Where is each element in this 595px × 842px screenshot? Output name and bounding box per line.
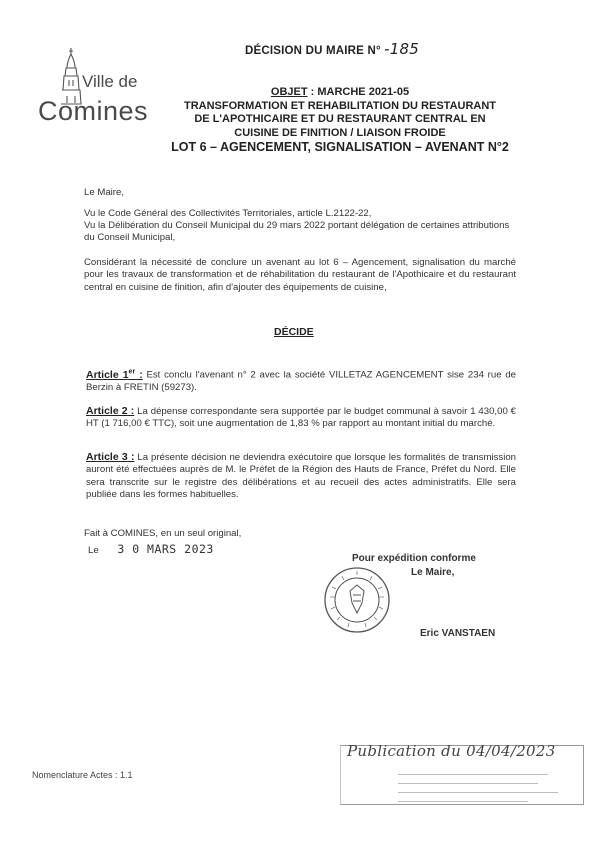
article-3 xyxy=(86,451,516,502)
article-3-text: La présente décision ne deviendra exécutoire que lorsque les formalités de transmission auront été effectuées auprès de M. le Préfet de la Région des Hauts de France, Préfet du Nord. Elle sera transcrite sur le registre des délibérations et au recueil des actes administratifs. Elle sera publiée dans les formes habituelles. xyxy=(86,452,516,501)
objet-line-2: DE L'APOTHICAIRE ET DU RESTAURANT CENTRAL EN xyxy=(194,113,486,125)
date-line xyxy=(88,543,214,557)
decision-number: -185 xyxy=(384,40,419,58)
objet-marche: : MARCHE 2021-05 xyxy=(307,86,410,98)
mayor-name: Eric VANSTAEN xyxy=(420,628,496,639)
nomenclature-actes: Nomenclature Actes : 1.1 xyxy=(32,770,133,780)
le-label: Le xyxy=(88,545,99,556)
objet-block xyxy=(160,86,520,155)
article-2-label: Article 2 : xyxy=(86,405,135,417)
decision-label: DÉCISION DU MAIRE N° xyxy=(245,45,381,57)
logo-comines: Comines xyxy=(38,96,149,126)
article-1-text: Est conclu l'avenant n° 2 avec la société VILLETAZ AGENCEMENT sise 234 rue de Berzin à FRETIN (59273). xyxy=(86,369,516,393)
mairie-seal-stamp-icon xyxy=(322,565,392,635)
decide-heading: DÉCIDE xyxy=(274,326,314,338)
decision-title xyxy=(245,40,419,58)
article-1-label: Article 1er : xyxy=(86,368,143,381)
article-2 xyxy=(86,405,516,431)
expedition-conforme: Pour expédition conforme xyxy=(352,553,476,564)
article-1 xyxy=(86,366,516,394)
objet-line-4: LOT 6 – AGENCEMENT, SIGNALISATION – AVENANT N°2 xyxy=(171,140,509,154)
publication-handwritten: Publication du 04/04/2023 xyxy=(347,742,556,760)
article-2-text: La dépense correspondante sera supportée par le budget communal à savoir 1 430,00 € HT (1 716,00 € TTC), soit une augmentation de 1,83 % par rapport au montant initial du marché. xyxy=(86,406,516,430)
date-stamp: 3 0 MARS 2023 xyxy=(117,542,214,556)
ville-de-comines-logo xyxy=(38,42,158,132)
objet-line xyxy=(160,86,520,100)
objet-label: OBJET xyxy=(270,86,308,98)
objet-line-1: TRANSFORMATION ET REHABILITATION DU RESTAURANT xyxy=(183,99,497,112)
fait-a-comines: Fait à COMINES, en un seul original, xyxy=(84,528,242,539)
considerant-paragraph: Considérant la nécessité de conclure un avenant au lot 6 – Agencement, signalisation du marché pour les travaux de transformation et de réhabilitation du restaurant de l'Apothicaire et du restaurant central en cuisine de finition, afin d'ajouter des équipements de cuisine, xyxy=(84,257,516,293)
le-maire-intro: Le Maire, xyxy=(84,187,124,198)
article-3-label: Article 3 : xyxy=(86,451,135,463)
signature-role: Le Maire, xyxy=(411,567,455,578)
vu-deliberation: Vu la Délibération du Conseil Municipal du 29 mars 2022 portant délégation de certaines attributions du Conseil Municipal, xyxy=(84,220,510,244)
vu-code: Vu le Code Général des Collectivités Territoriales, article L.2122-22, xyxy=(84,208,372,219)
objet-line-3: CUISINE DE FINITION / LIAISON FROIDE xyxy=(234,126,446,139)
logo-ville-de: Ville de xyxy=(82,72,138,91)
prefecture-acknowledgement-stamp xyxy=(398,768,583,805)
